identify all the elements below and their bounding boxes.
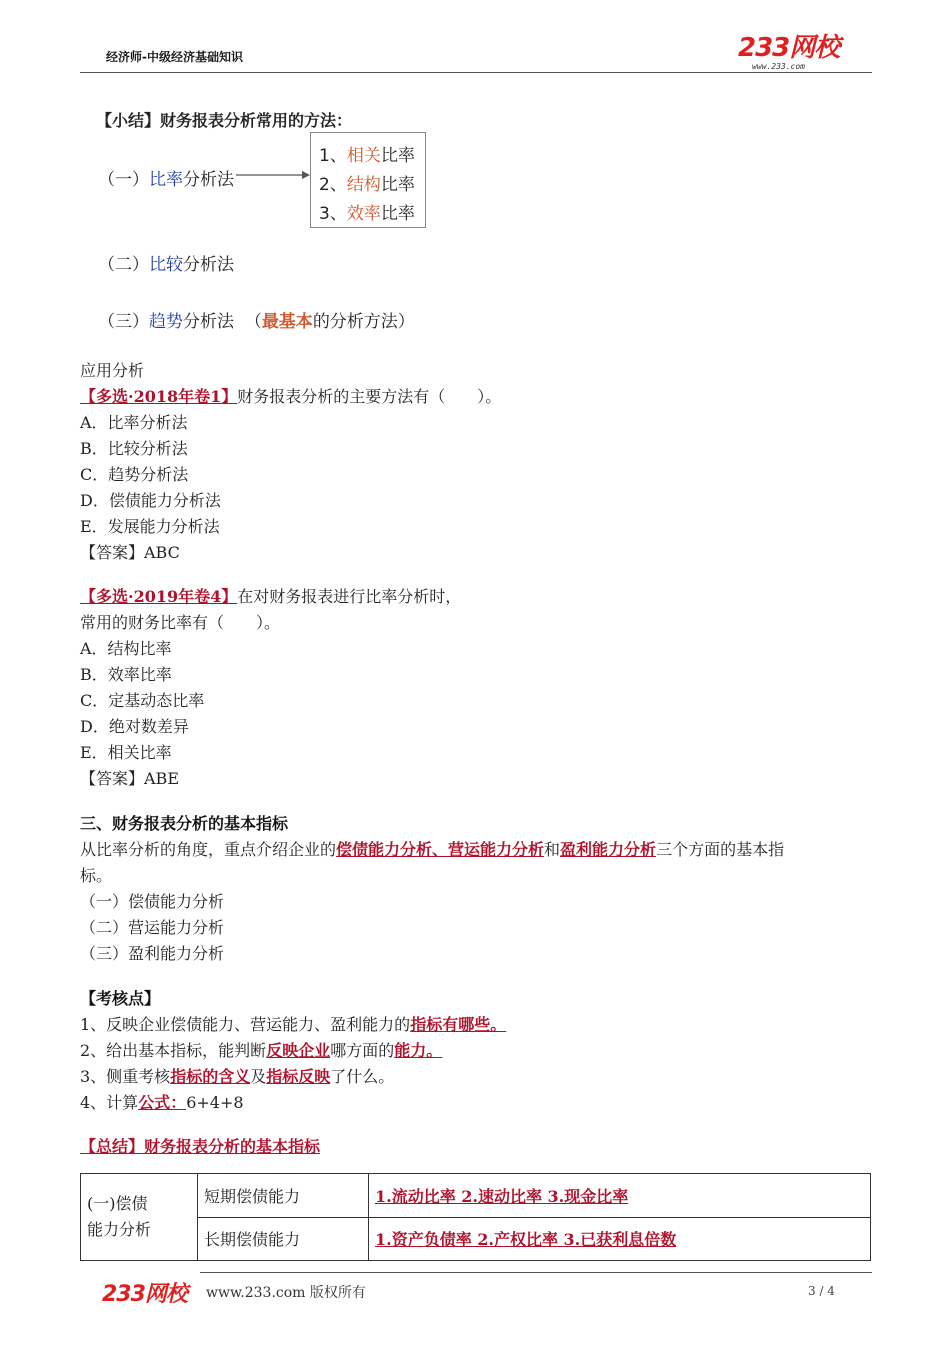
option: A．结构比率 (80, 639, 172, 658)
option: B．效率比率 (80, 665, 172, 684)
option: E．发展能力分析法 (80, 517, 220, 536)
header-divider (80, 72, 872, 73)
type-cell: 短期偿债能力 (198, 1174, 369, 1218)
key-point: 3、侧重考核指标的含义及指标反映了什么。 (80, 1067, 395, 1086)
option: D．绝对数差异 (80, 717, 189, 736)
method-1-key: 比率 (149, 170, 183, 190)
answer: 【答案】ABE (80, 769, 179, 788)
question-tag: 【多选·2018年卷1】 (80, 387, 238, 406)
ratio-box (310, 132, 426, 228)
page-number: 3 / 4 (808, 1284, 835, 1298)
table-row (81, 1174, 871, 1218)
question-2-stem: 【多选·2019年卷4】在对财务报表进行比率分析时， (80, 587, 462, 606)
method-1-rest: 分析法 (183, 170, 234, 190)
list-item: （二）营运能力分析 (80, 918, 225, 937)
option: C．趋势分析法 (80, 465, 189, 484)
type-cell: 长期偿债能力 (198, 1217, 369, 1261)
option: A．比率分析法 (80, 413, 188, 432)
arrow-right-icon (236, 165, 310, 185)
key-points-heading: 【考核点】 (80, 989, 161, 1008)
summary-heading: 【总结】财务报表分析的基本指标 (80, 1137, 321, 1156)
paragraph-cont: 标。 (80, 866, 113, 885)
key-point: 1、反映企业偿债能力、营运能力、盈利能力的指标有哪些。 (80, 1015, 507, 1034)
option: C．定基动态比率 (80, 691, 205, 710)
table-row (81, 1217, 871, 1261)
option: E．相关比率 (80, 743, 172, 762)
method-3: （三）趋势分析法 （最基本的分析方法） (98, 312, 415, 332)
footer-logo: 233网校 (102, 1282, 187, 1307)
list-item: （三）盈利能力分析 (80, 944, 225, 963)
question-tag: 【多选·2019年卷4】 (80, 587, 238, 606)
site-logo (738, 34, 860, 74)
key-point: 2、给出基本指标，能判断反映企业哪方面的能力。 (80, 1041, 443, 1060)
ratio-item: 3、效率比率 (319, 204, 415, 224)
option: B．比较分析法 (80, 439, 188, 458)
ratio-item: 1、相关比率 (319, 146, 415, 166)
footer-copyright: www.233.com 版权所有 (206, 1285, 366, 1301)
section-label: 应用分析 (80, 361, 145, 380)
footer-divider (200, 1272, 872, 1273)
summary-title: 【小结】财务报表分析常用的方法： (96, 111, 353, 130)
option: D．偿债能力分析法 (80, 491, 221, 510)
logo-url: www.233.com (752, 62, 805, 71)
key-point: 4、计算公式：6+4+8 (80, 1093, 244, 1112)
indicator-cell: 1.流动比率 2.速动比率 3.现金比率 (369, 1174, 871, 1218)
category-cell: (一)偿债 能力分析 (81, 1174, 198, 1261)
method-1-num: （一） (98, 170, 149, 190)
indicator-cell: 1.资产负债率 2.产权比率 3.已获利息倍数 (369, 1217, 871, 1261)
question-2-stem-cont: 常用的财务比率有（ ）。 (80, 613, 281, 632)
ratio-item: 2、结构比率 (319, 175, 415, 195)
section-heading: 三、财务报表分析的基本指标 (80, 814, 289, 833)
indicator-table (80, 1173, 871, 1261)
paragraph: 从比率分析的角度，重点介绍企业的偿债能力分析、营运能力分析和盈利能力分析三个方面的基本指 (80, 840, 785, 859)
header-title: 经济师-中级经济基础知识 (106, 50, 243, 64)
method-2: （二）比较分析法 (98, 255, 234, 275)
list-item: （一）偿债能力分析 (80, 892, 225, 911)
question-1-stem: 【多选·2018年卷1】财务报表分析的主要方法有（ ）。 (80, 387, 502, 406)
logo-text: 233网校 (738, 33, 840, 63)
answer: 【答案】ABC (80, 543, 180, 562)
method-1 (98, 165, 234, 190)
